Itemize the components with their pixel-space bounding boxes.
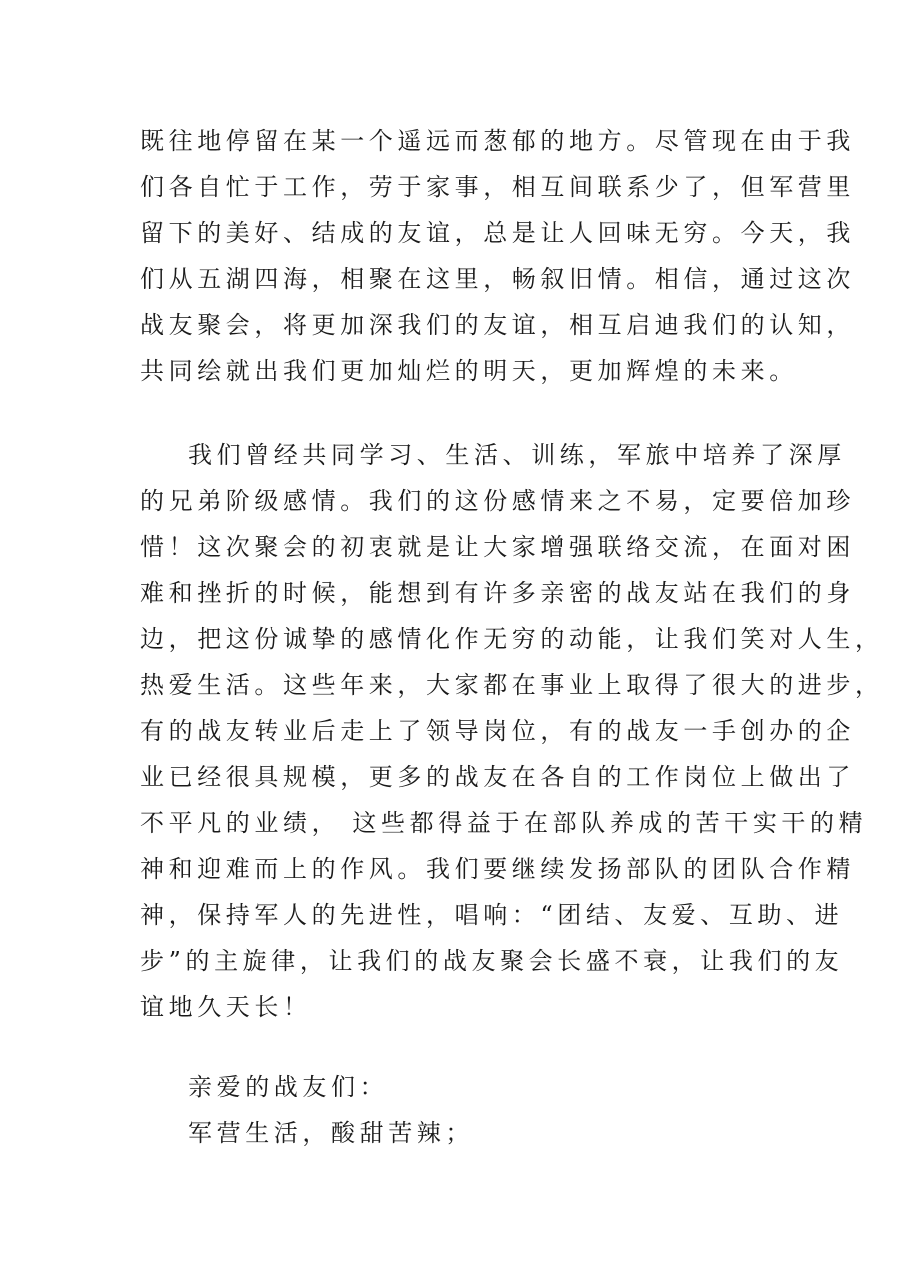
paragraph-spacer [140, 394, 780, 432]
text-line: 惜！这次聚会的初衷就是让大家增强联络交流，在面对困 [140, 533, 855, 561]
paragraph-2 [140, 432, 884, 1030]
text-line: 步”的主旋律，让我们的战友聚会长盛不衰，让我们的友 [140, 947, 844, 975]
text-line: 们各自忙于工作，劳于家事，相互间联系少了，但军营里 [140, 173, 855, 201]
text-line: 神和迎难而上的作风。我们要继续发扬部队的团队合作精 [140, 855, 855, 883]
salutation: 亲爱的战友们： [188, 1073, 389, 1101]
text-line: 边，把这份诚挚的感情化作无穷的动能，让我们笑对人生， [140, 625, 884, 653]
verse-line: 军营生活，酸甜苦辣； [188, 1119, 474, 1147]
document-body [140, 118, 884, 1156]
text-line: 战友聚会，将更加深我们的友谊，相互启迪我们的认知， [140, 311, 855, 339]
text-line: 热爱生活。这些年来，大家都在事业上取得了很大的进步， [140, 671, 884, 699]
text-line: 神，保持军人的先进性，唱响：“团结、友爱、互助、进 [140, 901, 844, 929]
text-line: 谊地久天长！ [140, 993, 312, 1021]
text-line: 既往地停留在某一个遥远而葱郁的地方。尽管现在由于我 [140, 127, 855, 155]
text-line: 留下的美好、结成的友谊，总是让人回味无穷。今天，我 [140, 219, 855, 247]
text-line: 有的战友转业后走上了领导岗位，有的战友一手创办的企 [140, 717, 855, 745]
text-line: 们从五湖四海，相聚在这里，畅叙旧情。相信，通过这次 [140, 265, 855, 293]
paragraph-1 [140, 118, 855, 394]
salutation-block [140, 1064, 780, 1156]
text-line: 的兄弟阶级感情。我们的这份感情来之不易，定要倍加珍 [140, 487, 855, 515]
text-line: 业已经很具规模，更多的战友在各自的工作岗位上做出了 [140, 763, 855, 791]
paragraph-spacer [140, 1030, 780, 1064]
text-line: 不平凡的业绩， 这些都得益于在部队养成的苦干实干的精 [140, 809, 868, 837]
text-line: 难和挫折的时候，能想到有许多亲密的战友站在我们的身 [140, 579, 855, 607]
text-line: 我们曾经共同学习、生活、训练，军旅中培养了深厚 [188, 441, 846, 469]
text-line: 共同绘就出我们更加灿烂的明天，更加辉煌的未来。 [140, 357, 798, 385]
